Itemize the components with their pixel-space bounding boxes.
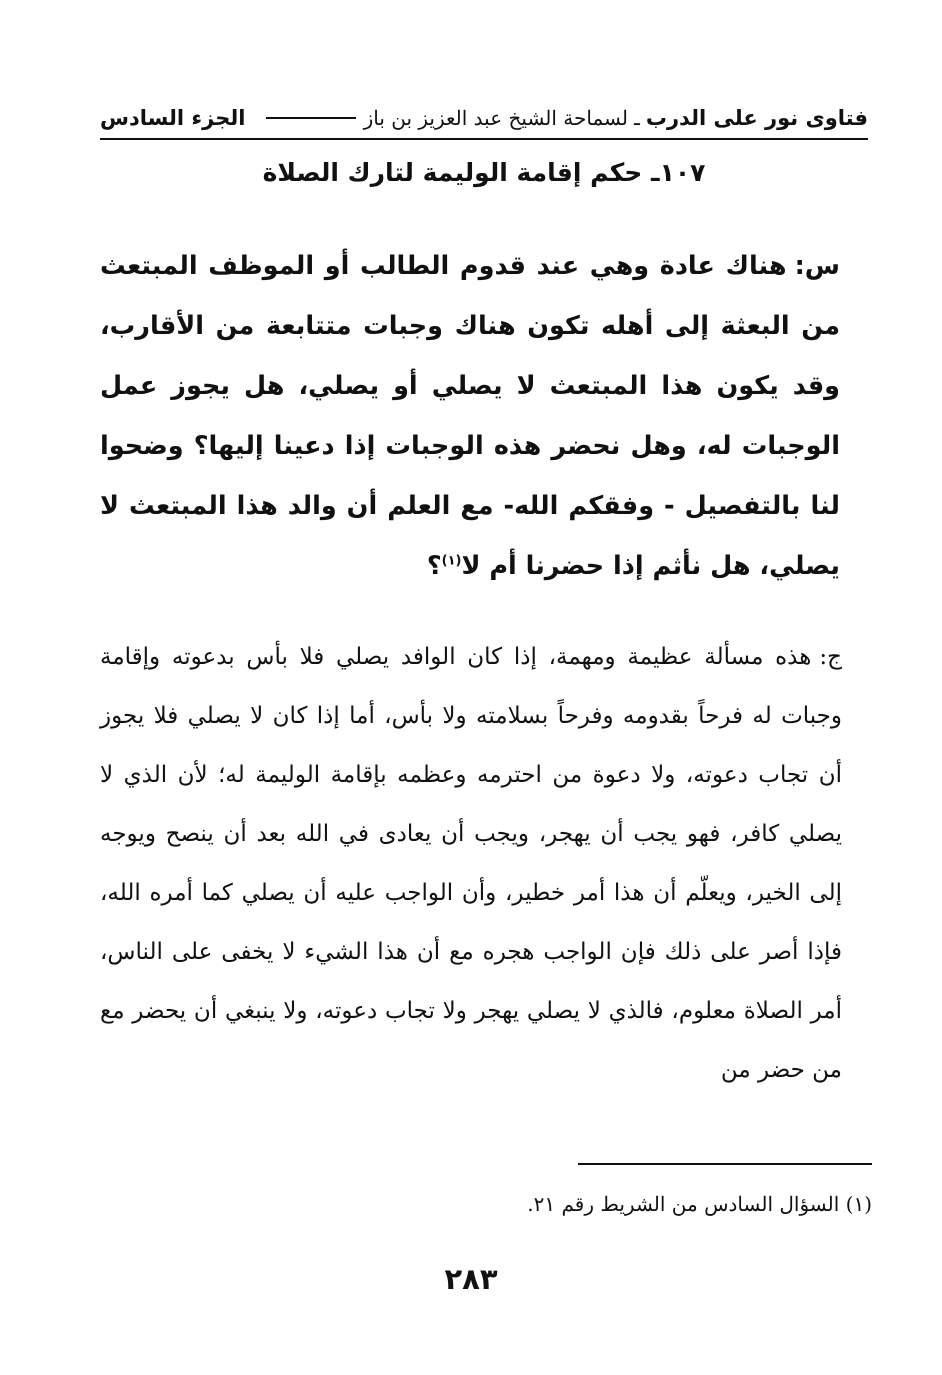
footnote: (١) السؤال السادس من الشريط رقم ٢١. bbox=[527, 1192, 872, 1216]
footnote-reference: (١) bbox=[441, 553, 462, 569]
header-book-info bbox=[258, 106, 868, 130]
header-dash: ـ bbox=[633, 106, 640, 130]
header-divider bbox=[266, 117, 356, 119]
answer-label: ج: bbox=[819, 644, 842, 670]
fatwa-title: ١٠٧ـ حكم إقامة الوليمة لتارك الصلاة bbox=[262, 158, 706, 187]
answer-paragraph bbox=[100, 628, 842, 1100]
footnote-separator bbox=[578, 1163, 872, 1165]
question-text: هناك عادة وهي عند قدوم الطالب أو الموظف المبتعث من البعثة إلى أهله تكون هناك وجبات متتابعة من الأقارب، وقد يكون هذا المبتعث لا يصلي أو يصلي، هل يجوز عمل الوجبات له، وهل نحضر هذه الوجبات إذا دعينا إليها؟ وضحوا لنا بالتفصيل - وفقكم الله- مع العلم أن والد هذا المبتعث لا يصلي، هل نأثم إذا حضرنا أم لا bbox=[100, 251, 840, 581]
question-paragraph bbox=[100, 236, 840, 596]
question-mark: ؟ bbox=[426, 551, 442, 581]
page-number: ٢٨٣ bbox=[444, 1262, 498, 1296]
running-header bbox=[100, 98, 868, 140]
question-label: س: bbox=[794, 251, 840, 281]
header-book-title: فتاوى نور على الدرب bbox=[645, 106, 868, 130]
header-author: لسماحة الشيخ عبد العزيز بن باز bbox=[363, 106, 628, 130]
answer-text: هذه مسألة عظيمة ومهمة، إذا كان الوافد يصلي فلا بأس بدعوته وإقامة وجبات له فرحاً بقدومه وفرحاً بسلامته ولا بأس، أما إذا كان لا يصلي فلا يجوز أن تجاب دعوته، ولا دعوة من احترمه وعظمه بإقامة الوليمة له؛ لأن الذي لا يصلي كافر، فهو يجب أن يهجر، ويجب أن يعادى في الله بعد أن ينصح ويوجه إلى الخير، ويعلّم أن هذا أمر خطير، وأن الواجب عليه أن يصلي كما أمره الله، فإذا أصر على ذلك فإن الواجب هجره مع أن هذا الشيء لا يخفى على الناس، أمر الصلاة معلوم، فالذي لا يصلي يهجر ولا تجاب دعوته، ولا ينبغي أن يحضر مع من حضر من bbox=[100, 644, 842, 1083]
header-volume: الجزء السادس bbox=[100, 106, 246, 130]
